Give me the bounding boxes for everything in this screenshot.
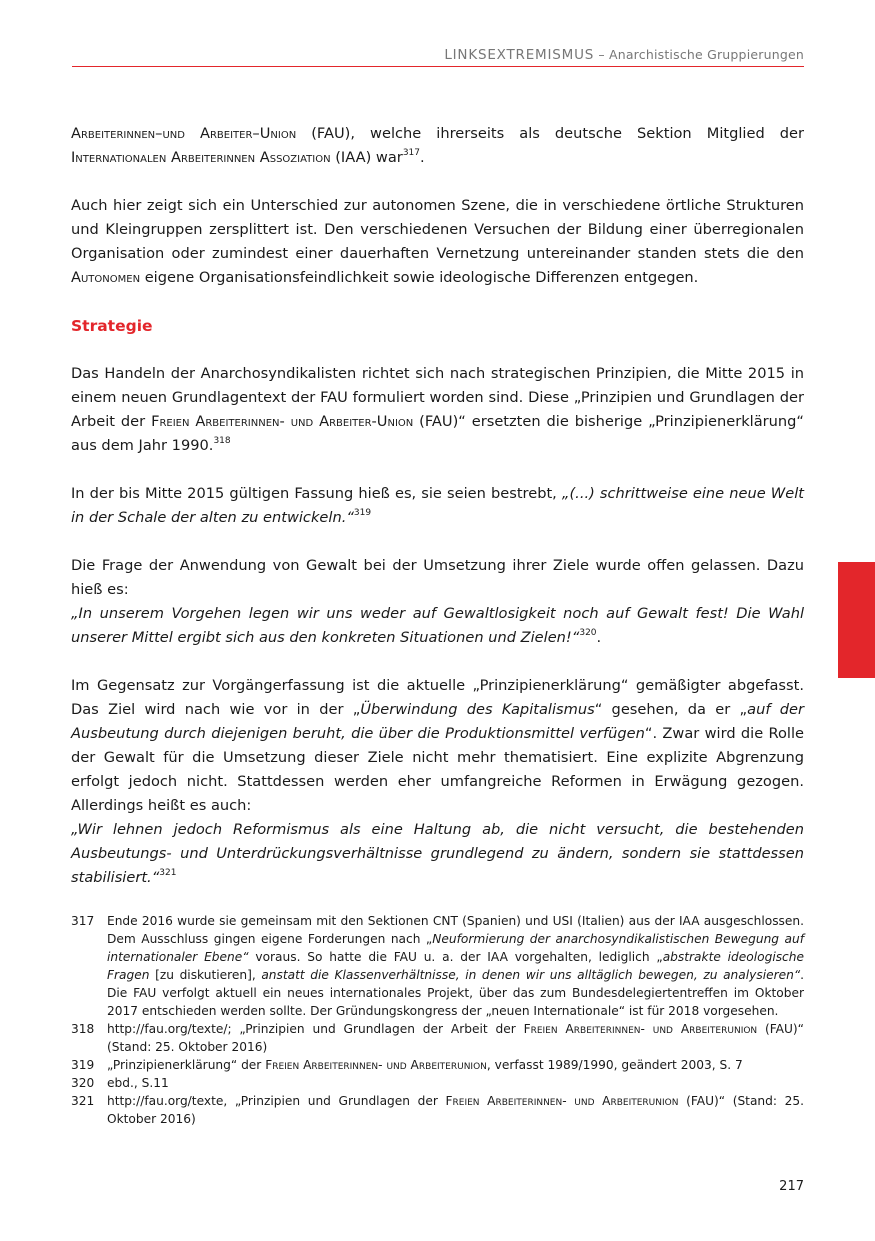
header-subtitle: – Anarchistische Gruppierungen bbox=[594, 47, 804, 62]
footnote-317: 317 Ende 2016 wurde sie gemeinsam mit den Sektionen CNT (Spanien) und USI (Italien) aus der IAA ausgeschlossen. Dem Ausschluss gingen eigene Forderungen nach „Neuformierung der anarchosyndikalistischen Bewegung auf internationaler Ebene“ voraus. So hatte die FAU u. a. der IAA vorgehalten, lediglich „abstrakte ideologische Fragen [zu diskutieren], anstatt die Klassenverhältnisse, in denen wir uns alltäglich bewegen, zu analysieren“. Die FAU verfolgt aktuell ein neues internationales Projekt, über das zum Bundesdelegiertentreffen im Oktober 2017 entschieden werden sollte. Der Gründungskongress der „neuen Internationale“ ist für 2018 vorgesehen. bbox=[71, 914, 805, 1018]
quote-2: „Wir lehnen jedoch Reformismus als eine Haltung ab, die nicht versucht, die bestehenden Ausbeutungs- und Unterdrückungsverhältnisse grundlegend zu ändern, sondern sie stattdessen stabilisiert.“$^{321}$ bbox=[71, 821, 804, 886]
paragraph-5: Die Frage der Anwendung von Gewalt bei der Umsetzung ihrer Ziele wurde offen gelassen. Dazu hieß es: bbox=[71, 557, 804, 598]
chapter-side-tab bbox=[838, 562, 875, 678]
footnote-ref[interactable]: 319 bbox=[353, 508, 372, 518]
footnote-319: 319 „Prinzipienerklärung“ der Freien Arbeiterinnen- und Arbeiterunion, verfasst 1989/1990, geändert 2003, S. 7 bbox=[71, 1058, 743, 1072]
running-header bbox=[72, 44, 804, 67]
header-title: LINKSEXTREMISMUS bbox=[444, 47, 595, 63]
paragraph-2: Auch hier zeigt sich ein Unterschied zur autonomen Szene, die in verschiedene örtliche Strukturen und Kleingruppen zersplittert ist. Den verschiedenen Versuchen der Bildung einer überregionalen Organisation oder zumindest einer dauerhaften Vernetzung untereinander standen stets die den Autonomen eigene Organisationsfeindlichkeit sowie ideologische Differenzen entgegen. bbox=[71, 197, 804, 286]
footnote-321: 321 http://fau.org/texte, „Prinzipien und Grundlagen der Freien Arbeiterinnen- und Arbeiterunion (FAU)“ (Stand: 25. Oktober 2016) bbox=[71, 1094, 805, 1126]
page-number: 217 bbox=[779, 1179, 804, 1194]
footnote-ref[interactable]: 318 bbox=[213, 436, 231, 446]
paragraph-7: Im Gegensatz zur Vorgängerfassung ist die aktuelle „Prinzipienerklärung“ gemäßigter abgefasst. Das Ziel wird nach wie vor in der „Überwindung des Kapitalismus“ gesehen, da er „auf der Ausbeutung durch diejenigen beruht, die über die Produktionsmittel verfügen“. Zwar wird die Rolle der Gewalt für die Umsetzung dieser Ziele nicht mehr thematisiert. Eine explizite Abgrenzung erfolgt jedoch nicht. Stattdessen werden eher umfangreiche Reformen in Erwägung gezogen. Allerdings heißt es auch: bbox=[71, 677, 804, 814]
paragraph-4: In der bis Mitte 2015 gültigen Fassung hieß es, sie seien bestrebt, „(...) schrittweise eine neue Welt in der Schale der alten zu entwickeln.“$^{319}$ bbox=[71, 485, 804, 526]
quote-1: „In unserem Vorgehen legen wir uns weder auf Gewaltlosigkeit noch auf Gewalt fest! Die Wahl unserer Mittel ergibt sich aus den konkreten Situationen und Zielen!“$^{320}$. bbox=[71, 605, 804, 646]
footnote-ref[interactable]: 320 bbox=[579, 628, 597, 638]
paragraph-1: Arbeiterinnen–und Arbeiter–Union (FAU), welche ihrerseits als deutsche Sektion Mitglied der Internationalen Arbeiterinnen Assoziation (IAA) war$^{317}$. bbox=[71, 125, 804, 166]
section-heading: Strategie bbox=[71, 317, 153, 335]
footnote-ref[interactable]: 321 bbox=[159, 868, 177, 878]
main-content bbox=[71, 122, 804, 890]
footnote-ref[interactable]: 317 bbox=[402, 148, 420, 158]
footnote-318: 318 http://fau.org/texte/; „Prinzipien und Grundlagen der Arbeit der Freien Arbeiterinnen- und Arbeiterunion (FAU)“ (Stand: 25. Oktober 2016) bbox=[71, 1022, 804, 1054]
paragraph-3: Das Handeln der Anarchosyndikalisten richtet sich nach strategischen Prinzipien, die Mitte 2015 in einem neuen Grundlagentext der FAU formuliert worden sind. Diese „Prinzipien und Grundlagen der Arbeit der Freien Arbeiterinnen- und Arbeiter-Union (FAU)“ ersetzten die bisherige „Prinzipienerklärung“ aus dem Jahr 1990.$^{318}$ bbox=[71, 365, 804, 454]
footnotes bbox=[71, 912, 804, 1128]
footnote-320: 320 ebd., S.11 bbox=[71, 1076, 169, 1090]
